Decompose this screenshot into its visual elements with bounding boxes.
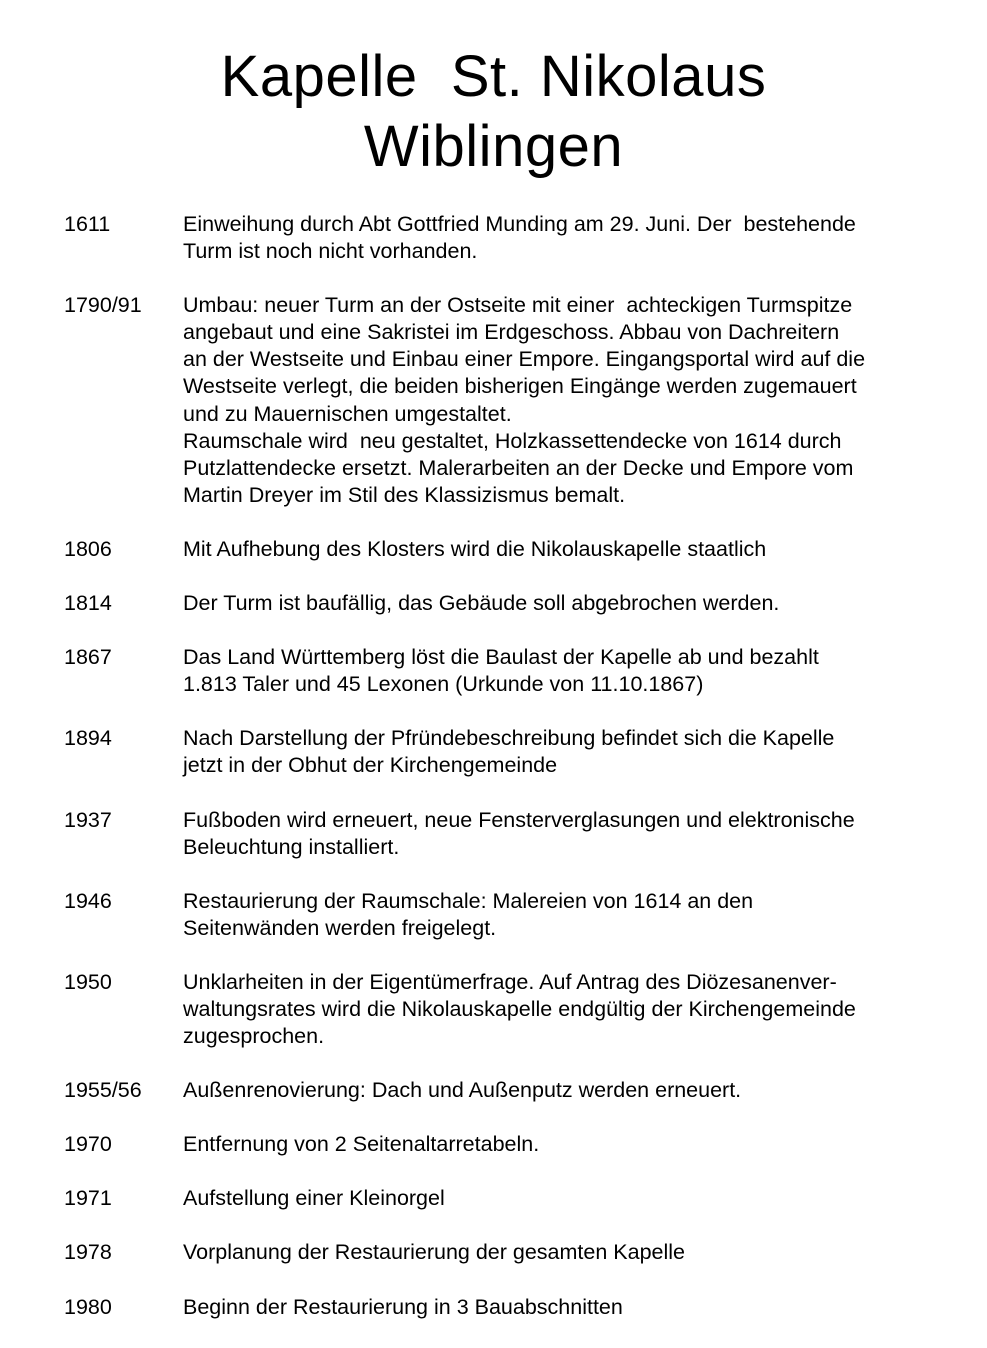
entry-year: 1946: [64, 888, 112, 913]
entry-description: [183, 292, 963, 509]
entry-description-line: und zu Mauernischen umgestaltet.: [183, 401, 512, 426]
entry-year: 1978: [64, 1240, 112, 1265]
entry-description-line: Turm ist noch nicht vorhanden.: [183, 239, 478, 264]
entry-description: [183, 1077, 963, 1104]
entry-year: 1790/91: [64, 293, 142, 318]
entry-description: [183, 1239, 963, 1266]
entry-description-line: Putzlattendecke ersetzt. Malerarbeiten an der Decke und Empore vom: [183, 455, 854, 480]
entry-description-line: Restaurierung der Raumschale: Malereien von 1614 an den: [183, 888, 754, 913]
entry-description-line: waltungsrates wird die Nikolauskapelle endgültig der Kirchengemeinde: [183, 996, 856, 1021]
chronology-entry: [0, 1239, 987, 1266]
entry-description: [183, 969, 963, 1050]
entry-description-line: Unklarheiten in der Eigentümerfrage. Auf Antrag des Diözesanenver-: [183, 969, 837, 994]
entry-description-line: Vorplanung der Restaurierung der gesamten Kapelle: [183, 1240, 685, 1265]
entry-description-line: jetzt in der Obhut der Kirchengemeinde: [183, 753, 558, 778]
entry-description-line: Entfernung von 2 Seitenaltarretabeln.: [183, 1132, 540, 1157]
entry-description: [183, 888, 963, 942]
entry-description-line: zugesprochen.: [183, 1024, 325, 1049]
chronology-entry: [0, 969, 987, 1050]
page-title-line-1: Kapelle St. Nikolaus: [220, 44, 767, 109]
chronology-entry: [0, 292, 987, 509]
entry-year: 1867: [64, 645, 112, 670]
entry-description-line: Aufstellung einer Kleinorgel: [183, 1186, 445, 1211]
chronology-entry: [0, 590, 987, 617]
entry-description-line: Mit Aufhebung des Klosters wird die Nikolauskapelle staatlich: [183, 536, 767, 561]
chronology-entry: [0, 1077, 987, 1104]
entry-description-line: angebaut und eine Sakristei im Erdgeschoss. Abbau von Dachreitern: [183, 320, 840, 345]
chronology-entry: [0, 211, 987, 265]
entry-description: [183, 807, 963, 861]
entry-description: [183, 590, 963, 617]
entry-description-line: Fußboden wird erneuert, neue Fensterverglasungen und elektronische: [183, 807, 855, 832]
entry-description-line: Nach Darstellung der Pfründebeschreibung befindet sich die Kapelle: [183, 726, 835, 751]
entry-description: [183, 1294, 963, 1321]
entry-description-line: an der Westseite und Einbau einer Empore. Eingangsportal wird auf die: [183, 347, 866, 372]
entry-description-line: 1.813 Taler und 45 Lexonen (Urkunde von 11.10.1867): [183, 672, 704, 697]
chronology-entry: [0, 644, 987, 698]
entry-year: 1971: [64, 1186, 112, 1211]
entry-description: [183, 725, 963, 779]
chronology-entry: [0, 888, 987, 942]
entry-year: 1814: [64, 591, 112, 616]
entry-description: [183, 536, 963, 563]
entry-description-line: Martin Dreyer im Stil des Klassizismus bemalt.: [183, 482, 626, 507]
entry-year: 1970: [64, 1132, 112, 1157]
entry-description-line: Einweihung durch Abt Gottfried Munding am 29. Juni. Der bestehende: [183, 212, 856, 236]
entry-year: 1806: [64, 536, 112, 561]
page-title: [0, 42, 987, 182]
entry-description: [183, 211, 963, 265]
chronology-entry: [0, 536, 987, 563]
chronology-entry: [0, 1131, 987, 1158]
entry-description-line: Beleuchtung installiert.: [183, 834, 400, 859]
chronology-entry: [0, 1185, 987, 1212]
entry-description-line: Der Turm ist baufällig, das Gebäude soll abgebrochen werden.: [183, 591, 780, 616]
chronology-entry: [0, 1294, 987, 1321]
entry-description-line: Seitenwänden werden freigelegt.: [183, 915, 497, 940]
entry-description: [183, 1185, 963, 1212]
entry-year: 1894: [64, 726, 112, 751]
entry-description: [183, 644, 963, 698]
entry-year: 1955/56: [64, 1078, 142, 1103]
page-title-line-2: Wiblingen: [363, 114, 624, 179]
entry-description-line: Beginn der Restaurierung in 3 Bauabschnitten: [183, 1294, 623, 1319]
entry-description-line: Das Land Württemberg löst die Baulast der Kapelle ab und bezahlt: [183, 645, 819, 670]
entry-year: 1611: [64, 212, 111, 236]
entry-year: 1950: [64, 969, 112, 994]
entry-description-line: Westseite verlegt, die beiden bisherigen Eingänge werden zugemauert: [183, 374, 857, 399]
entry-description-line: Außenrenovierung: Dach und Außenputz werden erneuert.: [183, 1078, 742, 1103]
entry-description: [183, 1131, 963, 1158]
chronology-entry: [0, 725, 987, 779]
chronology-entry: [0, 807, 987, 861]
entry-year: 1937: [64, 807, 112, 832]
chronology-list: [0, 211, 987, 1348]
entry-year: 1980: [64, 1294, 112, 1319]
entry-description-line: Umbau: neuer Turm an der Ostseite mit einer achteckigen Turmspitze: [183, 293, 853, 318]
entry-description-line: Raumschale wird neu gestaltet, Holzkassettendecke von 1614 durch: [183, 428, 842, 453]
